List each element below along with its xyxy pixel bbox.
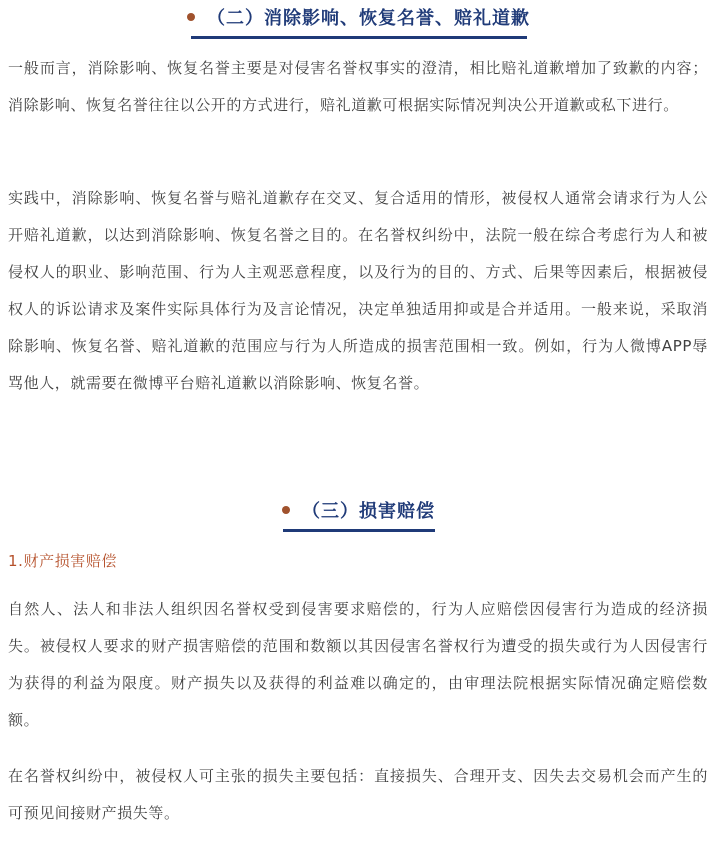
- section-heading-row: [187, 4, 530, 30]
- section-heading-title: （二）消除影响、恢复名誉、赔礼道歉: [207, 8, 530, 29]
- subsection-heading: 1.财产损害赔偿: [8, 552, 118, 570]
- bullet-dot-icon: [187, 13, 195, 21]
- section-heading-title: （三）损害赔偿: [302, 501, 435, 522]
- section-heading-row: [282, 497, 435, 523]
- paragraph: 一般而言，消除影响、恢复名誉主要是对侵害名誉权事实的澄清，相比赔礼道歉增加了致歉的内容；消除影响、恢复名誉往往以公开的方式进行，赔礼道歉可根据实际情况判决公开道歉或私下进行。: [8, 59, 708, 114]
- paragraph: 自然人、法人和非法人组织因名誉权受到侵害要求赔偿的，行为人应赔偿因侵害行为造成的经济损失。被侵权人要求的财产损害赔偿的范围和数额以其因侵害名誉权行为遭受的损失或行为人因侵害行为获得的利益为限度。财产损失以及获得的利益难以确定的，由审理法院根据实际情况确定赔偿数额。: [8, 600, 708, 729]
- paragraph: 实践中，消除影响、恢复名誉与赔礼道歉存在交叉、复合适用的情形，被侵权人通常会请求行为人公开赔礼道歉，以达到消除影响、恢复名誉之目的。在名誉权纠纷中，法院一般在综合考虑行为人和被侵权人的职业、影响范围、行为人主观恶意程度，以及行为的目的、方式、后果等因素后，根据被侵权人的诉讼请求及案件实际具体行为及言论情况，决定单独适用抑或是合并适用。一般来说，采取消除影响、恢复名誉、赔礼道歉的范围应与行为人所造成的损害范围相一致。例如，行为人微博APP辱骂他人，就需要在微博平台赔礼道歉以消除影响、恢复名誉。: [8, 189, 708, 392]
- section-heading-3: [0, 497, 717, 532]
- bullet-dot-icon: [282, 506, 290, 514]
- heading-underline: [191, 36, 527, 39]
- paragraph: 在名誉权纠纷中，被侵权人可主张的损失主要包括：直接损失、合理开支、因失去交易机会而产生的可预见间接财产损失等。: [8, 767, 708, 822]
- section-heading-2: [0, 4, 717, 39]
- heading-underline: [283, 529, 435, 532]
